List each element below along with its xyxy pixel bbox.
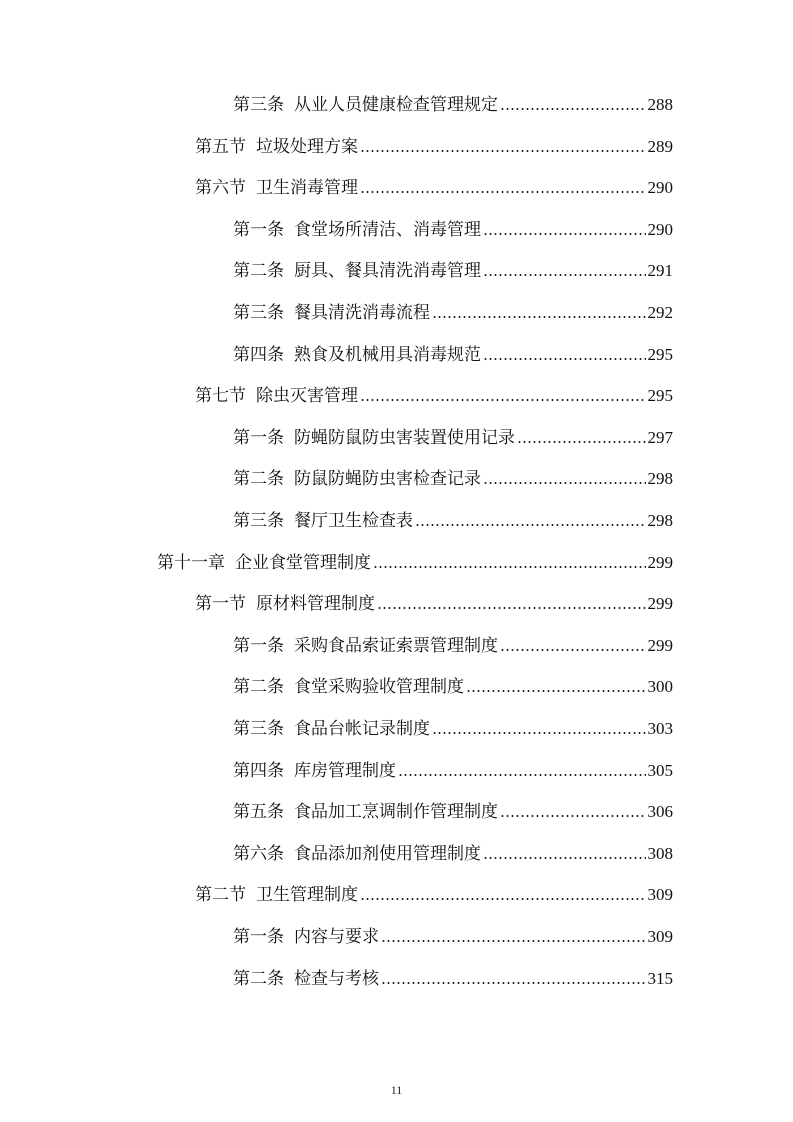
dot-leader (432, 315, 646, 319)
dot-leader (381, 939, 646, 943)
dot-leader (517, 440, 646, 444)
entry-label: 第一条 (233, 635, 284, 656)
toc-entry-article[interactable] (233, 506, 673, 532)
entry-title: 从业人员健康检查管理规定 (294, 95, 498, 115)
entry-page-number: 295 (647, 386, 673, 406)
dot-leader (381, 981, 646, 985)
entry-page-number: 295 (647, 344, 673, 364)
dot-leader (432, 731, 646, 735)
entry-label: 第六条 (233, 843, 284, 864)
entry-label: 第四条 (233, 344, 284, 365)
entry-title: 食品加工烹调制作管理制度 (294, 802, 498, 823)
entry-page-number: 292 (647, 303, 673, 322)
entry-label: 第一节 (195, 594, 246, 615)
entry-label: 第四条 (233, 760, 284, 781)
dot-leader (415, 523, 646, 527)
dot-leader (500, 648, 646, 652)
toc-entry-article[interactable] (233, 215, 673, 241)
entry-page-number: 308 (647, 843, 673, 863)
entry-label: 第三条 (233, 95, 284, 115)
entry-title: 食堂场所清洁、消毒管理 (294, 219, 481, 240)
entry-title: 防蝇防鼠防虫害装置使用记录 (294, 427, 515, 448)
entry-page-number: 288 (647, 95, 673, 114)
toc-entry-article[interactable] (233, 631, 673, 657)
entry-title: 厨具、餐具清洗消毒管理 (294, 261, 481, 282)
entry-title: 餐具清洗消毒流程 (294, 303, 430, 323)
dot-leader (483, 232, 646, 236)
entry-page-number: 315 (647, 968, 673, 988)
toc-entry-article[interactable] (233, 964, 673, 990)
dot-leader (377, 606, 646, 610)
dot-leader (360, 190, 646, 194)
entry-label: 第六节 (195, 178, 246, 199)
entry-title: 库房管理制度 (294, 760, 396, 781)
dot-leader (398, 773, 646, 777)
toc-entry-article[interactable] (233, 922, 673, 948)
dot-leader (483, 481, 646, 485)
dot-leader (360, 897, 646, 901)
toc-entry-article[interactable] (233, 839, 673, 865)
entry-page-number: 299 (647, 552, 673, 572)
toc-entry-section[interactable] (195, 132, 673, 158)
entry-label: 第二条 (233, 968, 284, 989)
entry-title: 企业食堂管理制度 (235, 552, 371, 573)
entry-label: 第二节 (195, 885, 246, 906)
page-number-footer: 11 (390, 1083, 403, 1097)
entry-title: 食品添加剂使用管理制度 (294, 843, 481, 864)
toc-entry-article[interactable] (233, 256, 673, 282)
entry-title: 除虫灭害管理 (256, 386, 358, 407)
entry-title: 原材料管理制度 (256, 594, 375, 615)
dot-leader (360, 149, 646, 153)
entry-page-number: 309 (647, 927, 673, 946)
entry-page-number: 290 (647, 178, 673, 198)
entry-page-number: 297 (647, 427, 673, 447)
entry-title: 卫生消毒管理 (256, 178, 358, 199)
dot-leader (360, 398, 646, 402)
entry-title: 防鼠防蝇防虫害检查记录 (294, 469, 481, 490)
toc-entry-article[interactable] (233, 756, 673, 782)
entry-label: 第一条 (233, 927, 284, 947)
entry-label: 第三条 (233, 511, 284, 531)
entry-label: 第二条 (233, 261, 284, 282)
entry-label: 第五条 (233, 802, 284, 823)
toc-entry-article[interactable] (233, 90, 673, 116)
toc-entry-article[interactable] (233, 464, 673, 490)
entry-label: 第三条 (233, 303, 284, 323)
entry-label: 第十一章 (157, 552, 225, 573)
entry-page-number: 299 (647, 635, 673, 655)
entry-label: 第一条 (233, 219, 284, 240)
entry-label: 第三条 (233, 719, 284, 739)
toc-entry-section[interactable] (195, 589, 673, 615)
entry-title: 熟食及机械用具消毒规范 (294, 344, 481, 365)
entry-page-number: 300 (647, 677, 673, 697)
entry-page-number: 303 (647, 719, 673, 738)
entry-page-number: 309 (647, 885, 673, 905)
entry-page-number: 306 (647, 802, 673, 822)
toc-entry-article[interactable] (233, 423, 673, 449)
entry-page-number: 291 (647, 261, 673, 281)
toc-entry-article[interactable] (233, 340, 673, 366)
entry-label: 第二条 (233, 469, 284, 490)
dot-leader (483, 856, 646, 860)
entry-title: 餐厅卫生检查表 (294, 511, 413, 531)
toc-entry-article[interactable] (233, 797, 673, 823)
toc-entry-article[interactable] (233, 298, 673, 324)
entry-page-number: 298 (647, 511, 673, 530)
entry-label: 第一条 (233, 427, 284, 448)
dot-leader (466, 689, 646, 693)
entry-page-number: 289 (647, 136, 673, 156)
toc-entry-section[interactable] (195, 173, 673, 199)
dot-leader (373, 565, 646, 569)
toc-entry-article[interactable] (233, 672, 673, 698)
entry-title: 食堂采购验收管理制度 (294, 677, 464, 698)
entry-label: 第七节 (195, 386, 246, 407)
entry-title: 采购食品索证索票管理制度 (294, 635, 498, 656)
entry-title: 食品台帐记录制度 (294, 719, 430, 739)
dot-leader (483, 273, 646, 277)
entry-page-number: 305 (647, 760, 673, 780)
entry-page-number: 290 (647, 219, 673, 239)
dot-leader (483, 357, 646, 361)
entry-page-number: 298 (647, 469, 673, 489)
toc-entry-chapter[interactable] (157, 548, 673, 574)
entry-label: 第五节 (195, 136, 246, 157)
entry-title: 卫生管理制度 (256, 885, 358, 906)
entry-page-number: 299 (647, 594, 673, 614)
toc-entry-article[interactable] (233, 714, 673, 740)
dot-leader (500, 107, 646, 111)
entry-title: 垃圾处理方案 (256, 136, 358, 157)
toc-entry-section[interactable] (195, 880, 673, 906)
dot-leader (500, 814, 646, 818)
toc-entry-section[interactable] (195, 381, 673, 407)
entry-title: 内容与要求 (294, 927, 379, 947)
entry-label: 第二条 (233, 677, 284, 698)
entry-title: 检查与考核 (294, 968, 379, 989)
